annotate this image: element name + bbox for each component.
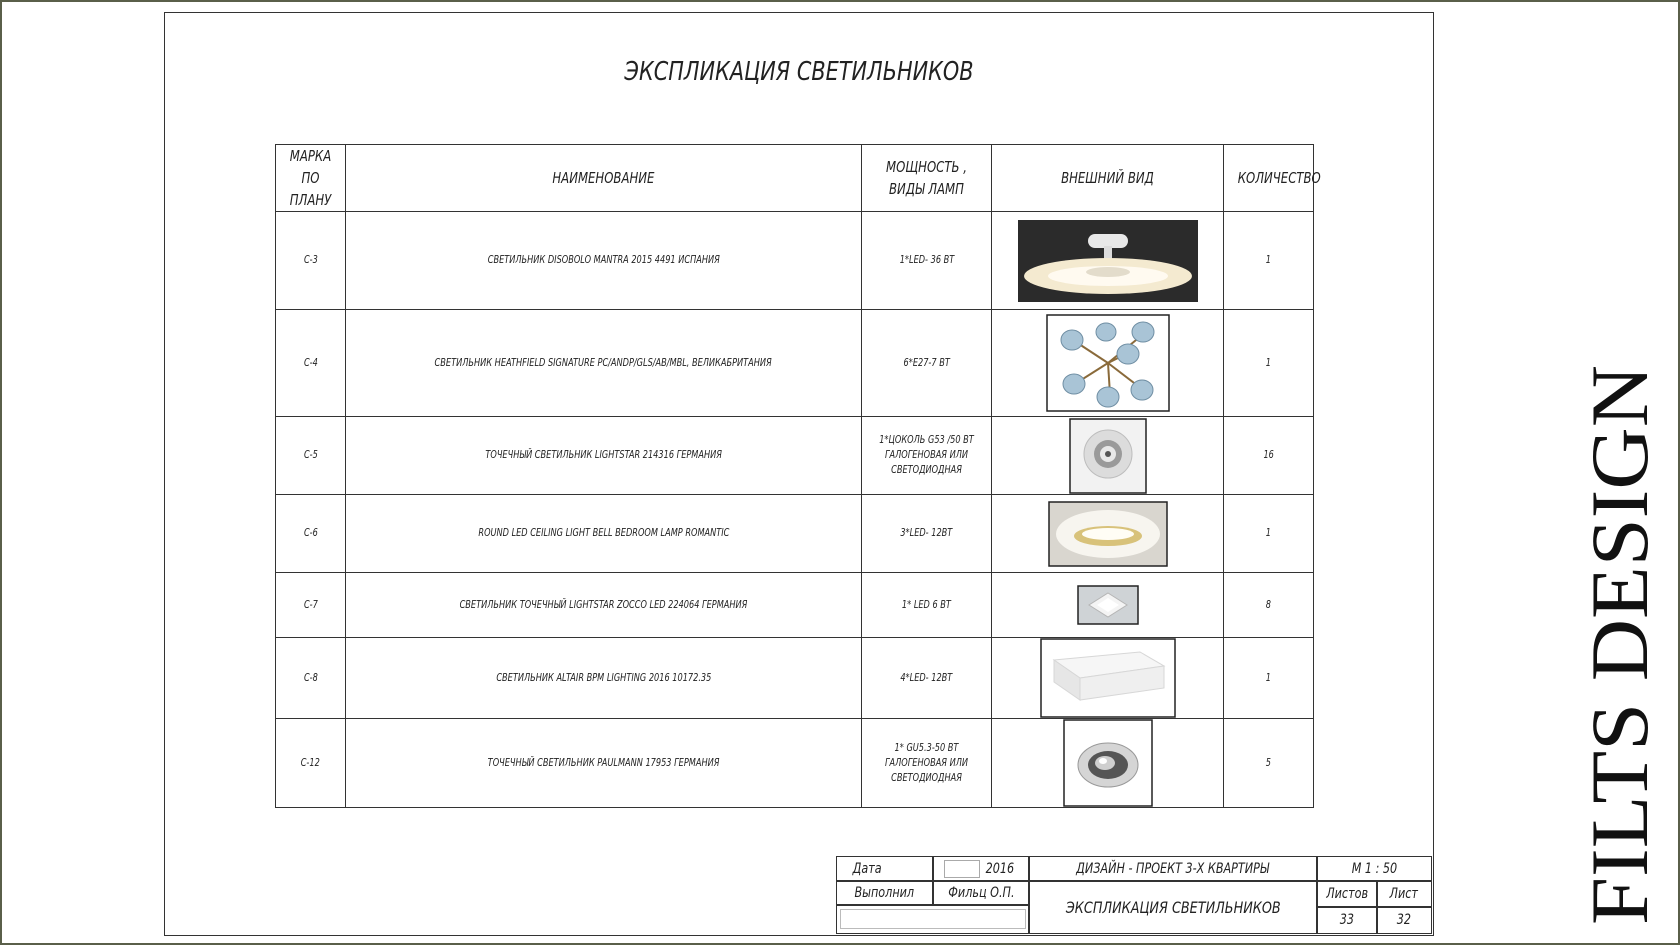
sheet-title: ЭКСПЛИКАЦИЯ СВЕТИЛЬНИКОВ (1028, 880, 1318, 934)
square-panel-lamp-icon (1040, 638, 1176, 718)
recessed-spot-icon (1063, 719, 1153, 807)
cell-power: 1* GU5.3-50 ВТ ГАЛОГЕНОВАЯ ИЛИ СВЕТОДИОДНАЯ (862, 719, 992, 808)
performer-value: Фильц О.П. (932, 880, 1030, 906)
cell-mark: C-5 (276, 417, 346, 495)
brand-logo (1574, 360, 1665, 925)
round-led-lamp-icon (1048, 501, 1168, 567)
sheet-value: 32 (1376, 906, 1432, 934)
cell-power: 3*LED- 12ВТ (862, 495, 992, 573)
ceiling-ring-lamp-icon (1018, 220, 1198, 302)
cell-name: СВЕТИЛЬНИК HEATHFIELD SIGNATURE PC/ANDP/GLS/AB/MBL, ВЕЛИКАБРИТАНИЯ (346, 310, 862, 417)
table-row (276, 417, 1314, 495)
cell-qty: 5 (1224, 719, 1314, 808)
cell-qty: 1 (1224, 310, 1314, 417)
cell-mark: C-6 (276, 495, 346, 573)
cell-mark: C-12 (276, 719, 346, 808)
table-row (276, 212, 1314, 310)
cell-name: ROUND LED CEILING LIGHT BELL BEDROOM LAMP ROMANTIC (346, 495, 862, 573)
sheet-label: Лист (1376, 880, 1432, 908)
cell-name: ТОЧЕЧНЫЙ СВЕТИЛЬНИК LIGHTSTAR 214316 ГЕРМАНИЯ (346, 417, 862, 495)
scale: М 1 : 50 (1316, 856, 1432, 882)
page-title: ЭКСПЛИКАЦИЯ СВЕТИЛЬНИКОВ (624, 57, 974, 87)
table-row (276, 638, 1314, 719)
cell-qty: 1 (1224, 638, 1314, 719)
cell-image (992, 212, 1224, 310)
performer-label: Выполнил (836, 880, 934, 906)
table-row (276, 310, 1314, 417)
cell-image (992, 573, 1224, 638)
header-look: ВНЕШНИЙ ВИД (992, 145, 1224, 212)
brand-text: FILTS DESIGN (1574, 392, 1665, 925)
sheets-label: Листов (1316, 880, 1378, 908)
cell-name: СВЕТИЛЬНИК ALTAIR BPM LIGHTING 2016 10172.35 (346, 638, 862, 719)
cell-qty: 8 (1224, 573, 1314, 638)
table-row (276, 719, 1314, 808)
cell-qty: 1 (1224, 212, 1314, 310)
cell-image (992, 719, 1224, 808)
cell-power: 1*ЦОКОЛЬ G53 /50 ВТ ГАЛОГЕНОВАЯ ИЛИ СВЕТОДИОДНАЯ (862, 417, 992, 495)
cell-mark: C-3 (276, 212, 346, 310)
chandelier-icon (1046, 314, 1170, 412)
table-header-row (276, 145, 1314, 212)
cell-image (992, 495, 1224, 573)
table-row (276, 495, 1314, 573)
table-row (276, 573, 1314, 638)
cell-mark: C-8 (276, 638, 346, 719)
header-power: МОЩНОСТЬ , ВИДЫ ЛАМП (862, 145, 992, 212)
cell-qty: 1 (1224, 495, 1314, 573)
spotlight-icon (1069, 418, 1147, 494)
cell-power: 6*E27-7 ВТ (862, 310, 992, 417)
project-name: ДИЗАЙН - ПРОЕКТ 3-Х КВАРТИРЫ (1028, 856, 1318, 882)
square-spot-icon (1077, 585, 1139, 625)
header-mark: МАРКА ПО ПЛАНУ (276, 145, 346, 212)
header-name: НАИМЕНОВАНИЕ (346, 145, 862, 212)
cell-qty: 16 (1224, 417, 1314, 495)
cell-name: СВЕТИЛЬНИК ТОЧЕЧНЫЙ LIGHTSTAR ZOCCO LED 224064 ГЕРМАНИЯ (346, 573, 862, 638)
cell-power: 1*LED- 36 ВТ (862, 212, 992, 310)
blank-cell (836, 904, 1030, 934)
sheets-value: 33 (1316, 906, 1378, 934)
cell-image (992, 638, 1224, 719)
cell-image (992, 417, 1224, 495)
cell-name: ТОЧЕЧНЫЙ СВЕТИЛЬНИК PAULMANN 17953 ГЕРМАНИЯ (346, 719, 862, 808)
cell-mark: C-4 (276, 310, 346, 417)
cell-mark: C-7 (276, 573, 346, 638)
drawing-sheet (164, 12, 1434, 936)
title-block (836, 856, 1432, 934)
cell-name: СВЕТИЛЬНИК DISOBOLO MANTRA 2015 4491 ИСПАНИЯ (346, 212, 862, 310)
cell-power: 1* LED 6 ВТ (862, 573, 992, 638)
header-qty: КОЛИЧЕСТВО (1224, 145, 1314, 212)
cell-power: 4*LED- 12ВТ (862, 638, 992, 719)
cell-image (992, 310, 1224, 417)
date-label: Дата (836, 856, 934, 882)
luminaire-table (275, 144, 1321, 808)
date-value: 2016 (932, 856, 1030, 882)
